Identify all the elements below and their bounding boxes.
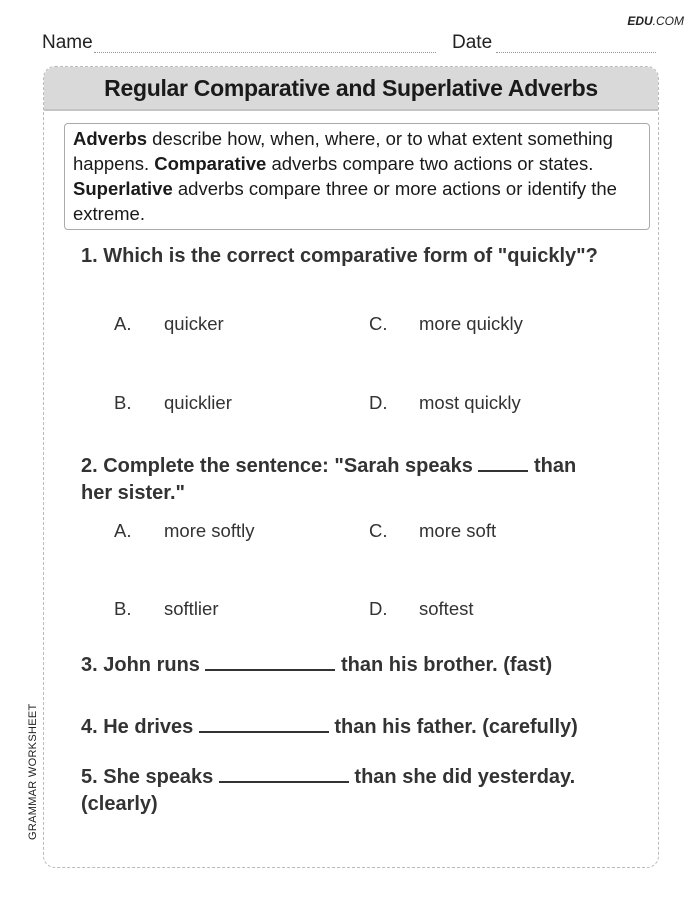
question-2-text-after: than her sister." bbox=[81, 455, 577, 504]
question-4 bbox=[81, 713, 641, 741]
question-2 bbox=[81, 452, 601, 507]
question-2-text-before: 2. Complete the sentence: "Sarah speaks bbox=[81, 455, 479, 477]
option-text: most quickly bbox=[419, 392, 521, 413]
term-superlative: Superlative bbox=[73, 178, 173, 199]
option-letter: B. bbox=[114, 392, 132, 413]
brand-bold: EDU bbox=[627, 14, 653, 28]
option-1c[interactable] bbox=[369, 313, 523, 335]
term-adverbs: Adverbs bbox=[73, 128, 148, 149]
term-comparative: Comparative bbox=[154, 153, 267, 174]
option-1b[interactable] bbox=[114, 392, 232, 414]
worksheet-card bbox=[43, 66, 659, 868]
name-label: Name bbox=[42, 32, 93, 53]
name-field[interactable] bbox=[94, 52, 436, 53]
question-4-after: than his father. (carefully) bbox=[328, 716, 578, 738]
option-text: softlier bbox=[164, 598, 219, 619]
answer-blank[interactable] bbox=[199, 713, 329, 733]
option-1d[interactable] bbox=[369, 392, 521, 414]
brand-rest: .COM bbox=[652, 14, 684, 28]
option-letter: C. bbox=[369, 313, 388, 334]
question-5-after: than she did yesterday. (clearly) bbox=[81, 766, 576, 815]
option-text: quicker bbox=[164, 313, 224, 334]
intro-text-1: describe how, when, where, or to what extent something happens. bbox=[73, 128, 613, 174]
answer-blank[interactable] bbox=[205, 651, 335, 671]
question-5-before: 5. She speaks bbox=[81, 766, 219, 788]
option-text: more softly bbox=[164, 520, 255, 541]
date-label: Date bbox=[452, 32, 493, 53]
side-label: GRAMMAR WORKSHEET bbox=[27, 703, 39, 840]
option-2a[interactable] bbox=[114, 520, 254, 542]
option-letter: A. bbox=[114, 520, 132, 541]
option-letter: A. bbox=[114, 313, 132, 334]
question-5 bbox=[81, 763, 621, 818]
question-3 bbox=[81, 651, 601, 679]
answer-blank[interactable] bbox=[478, 452, 528, 472]
option-2c[interactable] bbox=[369, 520, 496, 542]
option-2d[interactable] bbox=[369, 598, 474, 620]
intro-box bbox=[64, 123, 650, 230]
worksheet-title: Regular Comparative and Superlative Adverbs bbox=[104, 74, 598, 101]
question-3-before: 3. John runs bbox=[81, 654, 206, 676]
question-4-before: 4. He drives bbox=[81, 716, 199, 738]
option-text: softest bbox=[419, 598, 474, 619]
intro-text-2: adverbs compare two actions or states. bbox=[266, 153, 594, 174]
option-letter: D. bbox=[369, 598, 388, 619]
option-1a[interactable] bbox=[114, 313, 224, 335]
option-text: quicklier bbox=[164, 392, 232, 413]
brand-logo bbox=[627, 14, 684, 28]
option-letter: D. bbox=[369, 392, 388, 413]
option-2b[interactable] bbox=[114, 598, 219, 620]
option-letter: B. bbox=[114, 598, 132, 619]
date-field[interactable] bbox=[496, 52, 656, 53]
intro-text-3: adverbs compare three or more actions or identify the extreme. bbox=[73, 178, 617, 224]
option-text: more soft bbox=[419, 520, 497, 541]
answer-blank[interactable] bbox=[219, 763, 349, 783]
question-1: 1. Which is the correct comparative form of "quickly"? bbox=[81, 245, 598, 267]
option-letter: C. bbox=[369, 520, 388, 541]
question-3-after: than his brother. (fast) bbox=[335, 654, 553, 676]
option-text: more quickly bbox=[419, 313, 523, 334]
title-bar bbox=[44, 67, 658, 111]
